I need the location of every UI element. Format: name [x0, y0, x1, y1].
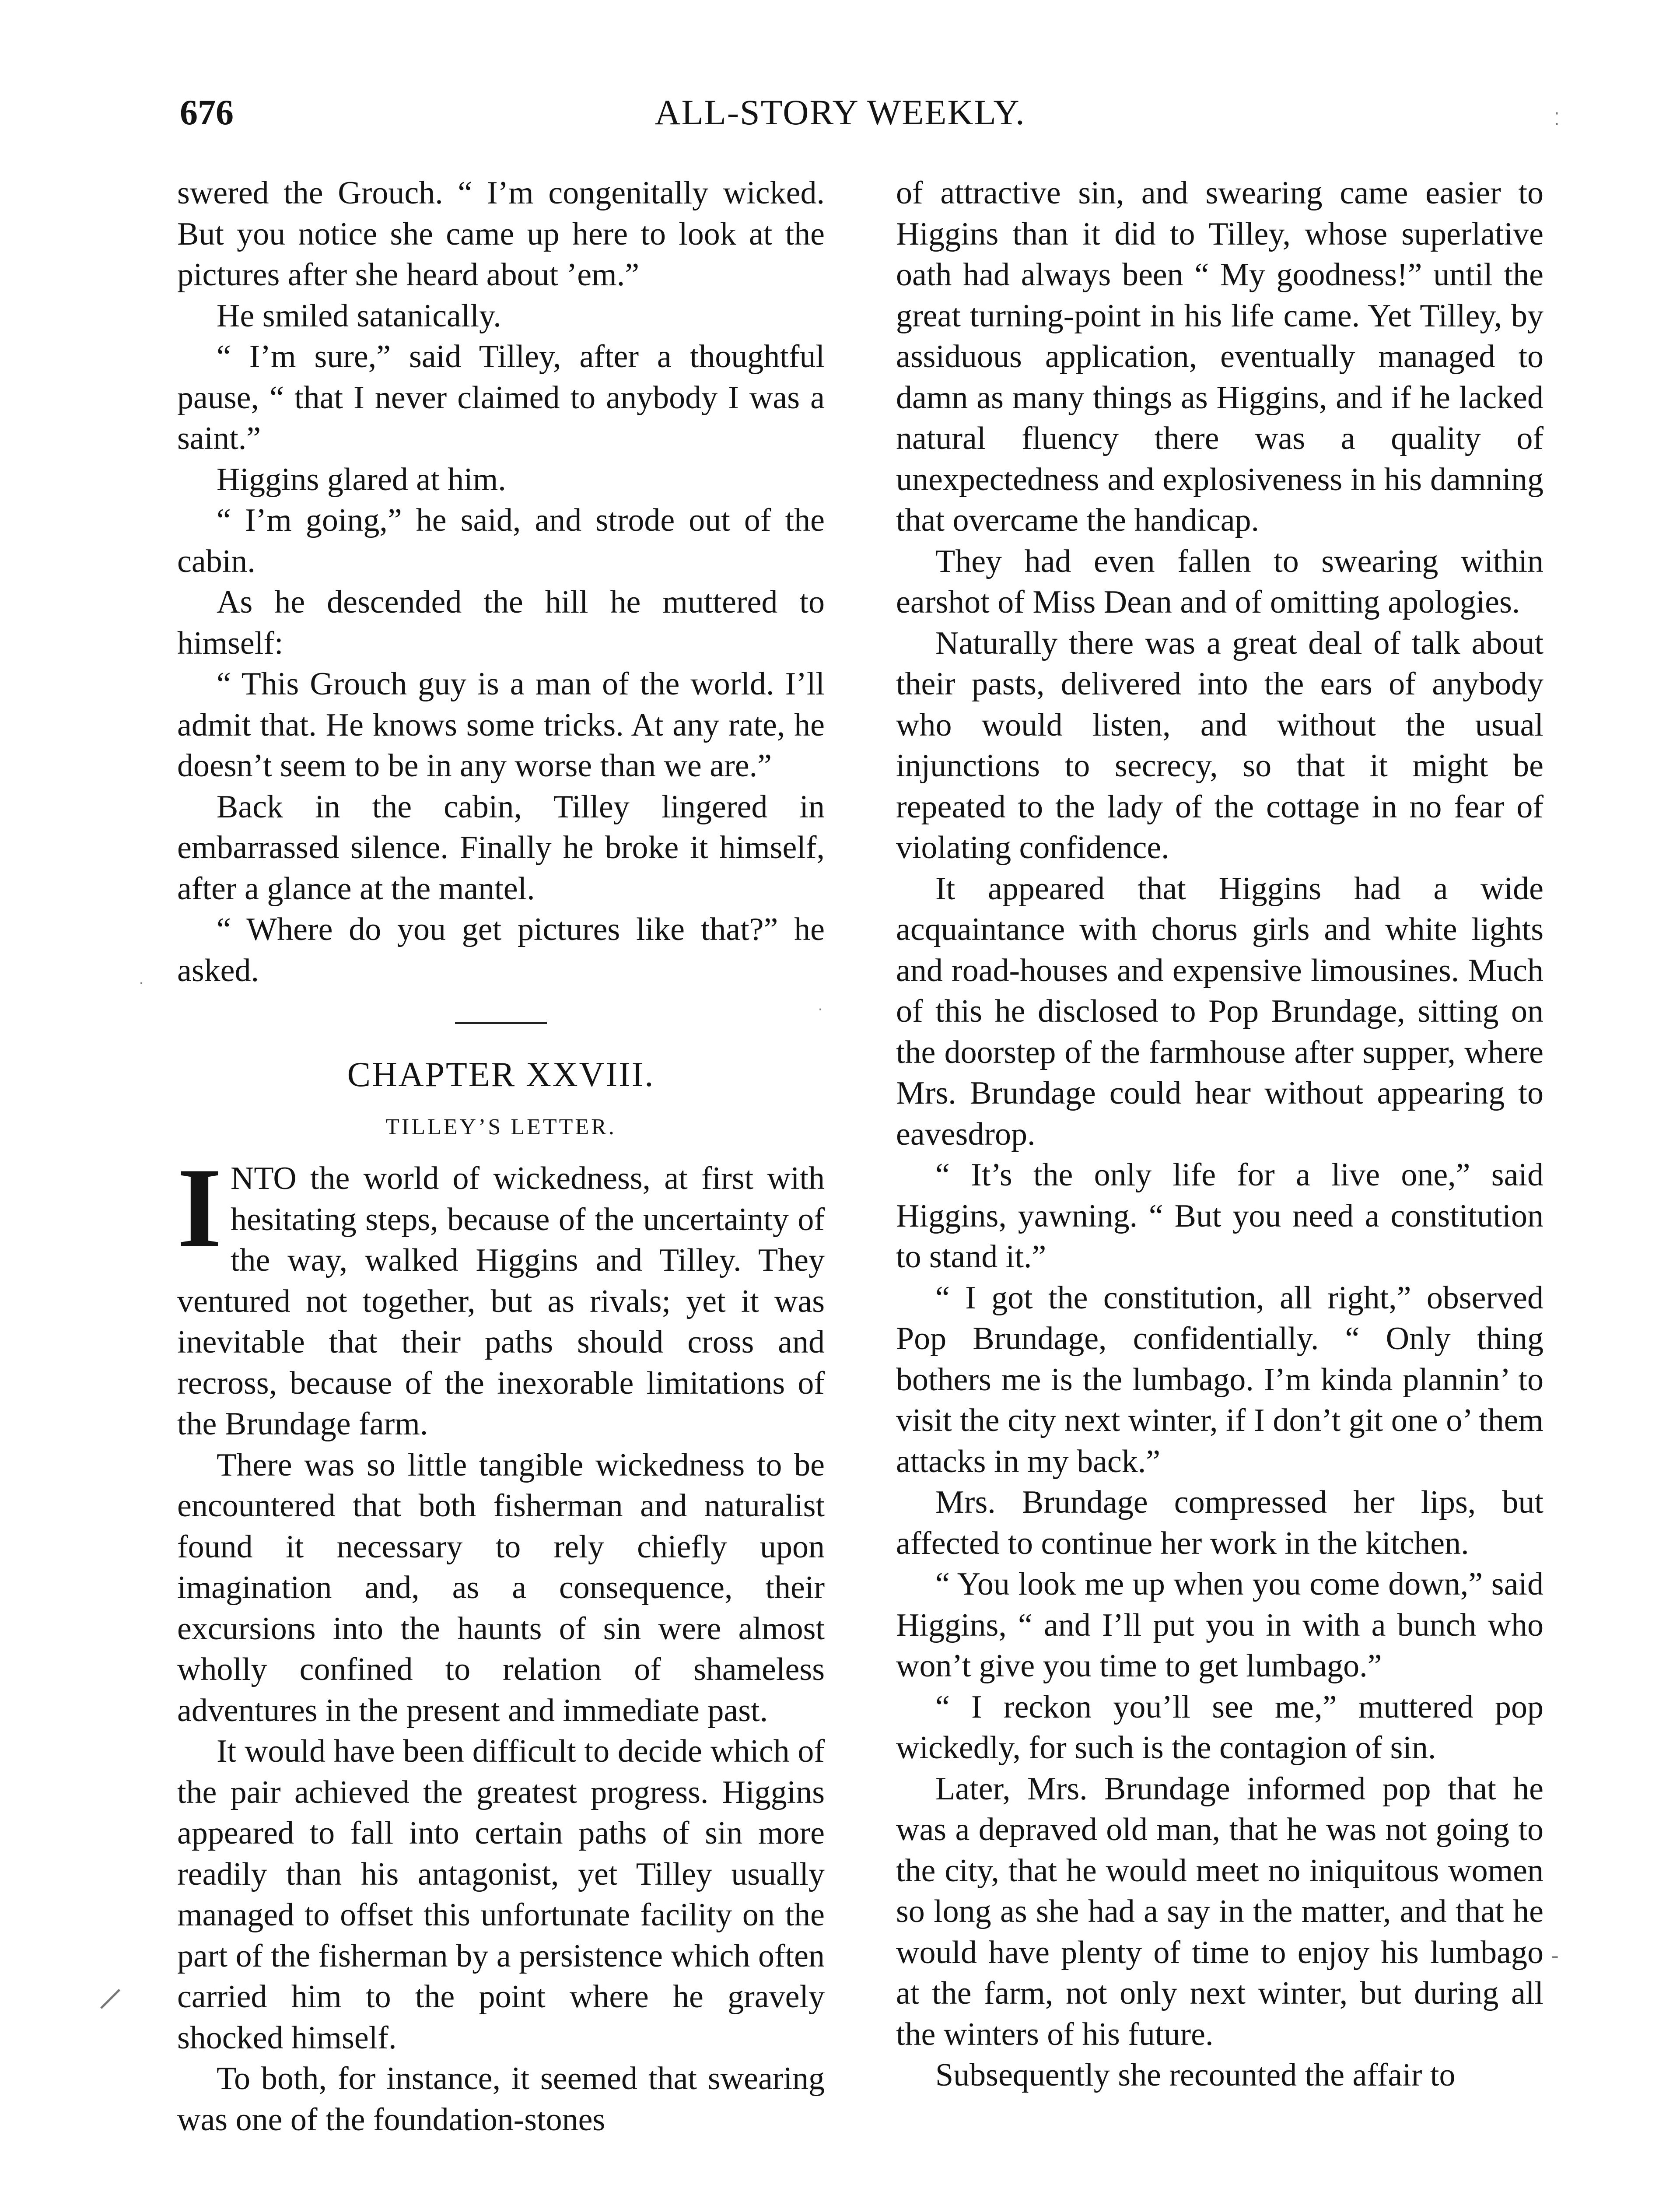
paragraph: “ I’m going,” he said, and strode out of the cabin. — [177, 502, 825, 579]
margin-speck: ⁚ — [1554, 109, 1560, 130]
paragraph: Later, Mrs. Brundage informed pop that he was a depraved old man, that he was not going to the city, that he would meet no iniquitous women so long as she had a say in the matter, and that he would have plenty of time to enjoy his lumbago at the farm, not only next winter, but during all the winters of his future. — [896, 1771, 1544, 2052]
paragraph: To both, for instance, it seemed that swearing was one of the foundation-stones — [177, 2061, 825, 2138]
paragraph: swered the Grouch. “ I’m congenitally wicked. But you notice she came up here to look at the pictures after she heard about ’em.” — [177, 175, 825, 293]
left-column — [177, 173, 825, 2140]
paragraph: “ Where do you get pictures like that?” he asked. — [177, 912, 825, 989]
opening-text: NTO the world of wickedness, at first with hesitating steps, because of the uncertainty of the way, walked Higgins and Tilley. They ventured not together, but as rivals; yet it was inevitable that their paths should cross and recross, because of the inexorable limitations of the Brundage farm. — [177, 1161, 825, 1442]
margin-speck: | — [98, 1984, 126, 2012]
paragraph: There was so little tangible wickedness to be encountered that both fisherman and naturalist found it necessary to rely chiefly upon imagination and, as a consequence, their excursions into the haunts of sin were almost wholly confined to relation of shameless adventures in the present and immediate past. — [177, 1447, 825, 1729]
paragraph: He smiled satanically. — [217, 298, 501, 334]
paragraph: “ It’s the only life for a live one,” said Higgins, yawning. “ But you need a constitution to stand it.” — [896, 1157, 1544, 1275]
chapter-title: CHAPTER XXVIII. — [347, 1055, 655, 1094]
paragraph: Naturally there was a great deal of talk about their pasts, delivered into the ears of anybody who would listen, and without the usual injunctions to secrecy, so that it might be repeated to the lady of the cottage in no fear of violating confidence. — [896, 625, 1544, 866]
section-divider — [455, 1022, 547, 1024]
paragraph: “ This Grouch guy is a man of the world. I’ll admit that. He knows some tricks. At any rate, he doesn’t seem to be in any worse than we are.” — [177, 666, 825, 784]
paragraph: of attractive sin, and swearing came easier to Higgins than it did to Tilley, whose superlative oath had always been “ My goodness!” until the great turning-point in his life came. Yet Tilley, by assiduous application, eventually managed to damn as many things as Higgins, and if he lacked natural fluency there was a quality of unexpectedness and explosiveness in his damning that overcame the handicap. — [896, 175, 1544, 538]
paragraph: As he descended the hill he muttered to himself: — [177, 584, 825, 661]
paragraph: Back in the cabin, Tilley lingered in embarrassed silence. Finally he broke it himself, after a glance at the mantel. — [177, 789, 825, 907]
paragraph: Higgins glared at him. — [217, 461, 506, 498]
page-number: 676 — [180, 92, 234, 132]
right-column — [896, 173, 1544, 2096]
paragraph: “ I reckon you’ll see me,” muttered pop wickedly, for such is the contagion of sin. — [896, 1689, 1544, 1766]
margin-speck: - — [1551, 1943, 1559, 1968]
margin-speck: · — [818, 1002, 822, 1017]
chapter-opening-paragraph — [177, 1144, 825, 1445]
paragraph: They had even fallen to swearing within earshot of Miss Dean and of omitting apologies. — [896, 543, 1544, 620]
paragraph: It appeared that Higgins had a wide acquaintance with chorus girls and white lights and road-houses and expensive limousines. Much of this he disclosed to Pop Brundage, sitting on the doorstep of the farmhouse after supper, where Mrs. Brundage could hear without appearing to eavesdrop. — [896, 870, 1544, 1152]
paragraph: “ I got the constitution, all right,” observed Pop Brundage, confidentially. “ Only thing bothers me is the lumbago. I’m kinda plannin’ to visit the city next winter, if I don’t git one o’ them attacks in my back.” — [896, 1280, 1544, 1480]
drop-cap: I — [177, 1144, 222, 1271]
chapter-subtitle: TILLEY’S LETTER. — [385, 1114, 616, 1140]
page-header — [0, 92, 1680, 144]
margin-speck: · — [139, 976, 144, 991]
paragraph: “ You look me up when you come down,” said Higgins, “ and I’ll put you in with a bunch who won’t give you time to get lumbago.” — [896, 1566, 1544, 1684]
paragraph: Subsequently she recounted the affair to — [935, 2057, 1456, 2093]
paragraph: It would have been difficult to decide which of the pair achieved the greatest progress. Higgins appeared to fall into certain paths of sin more readily than his antagonist, yet Tilley usually managed to offset this unfortunate facility on the part of the fisherman by a persistence which often carried him to the point where he gravely shocked himself. — [177, 1733, 825, 2056]
running-head: ALL-STORY WEEKLY. — [654, 92, 1026, 132]
paragraph: Mrs. Brundage compressed her lips, but affected to continue her work in the kitchen. — [896, 1484, 1544, 1561]
paragraph: “ I’m sure,” said Tilley, after a thoughtful pause, “ that I never claimed to anybody I was a saint.” — [177, 339, 825, 456]
